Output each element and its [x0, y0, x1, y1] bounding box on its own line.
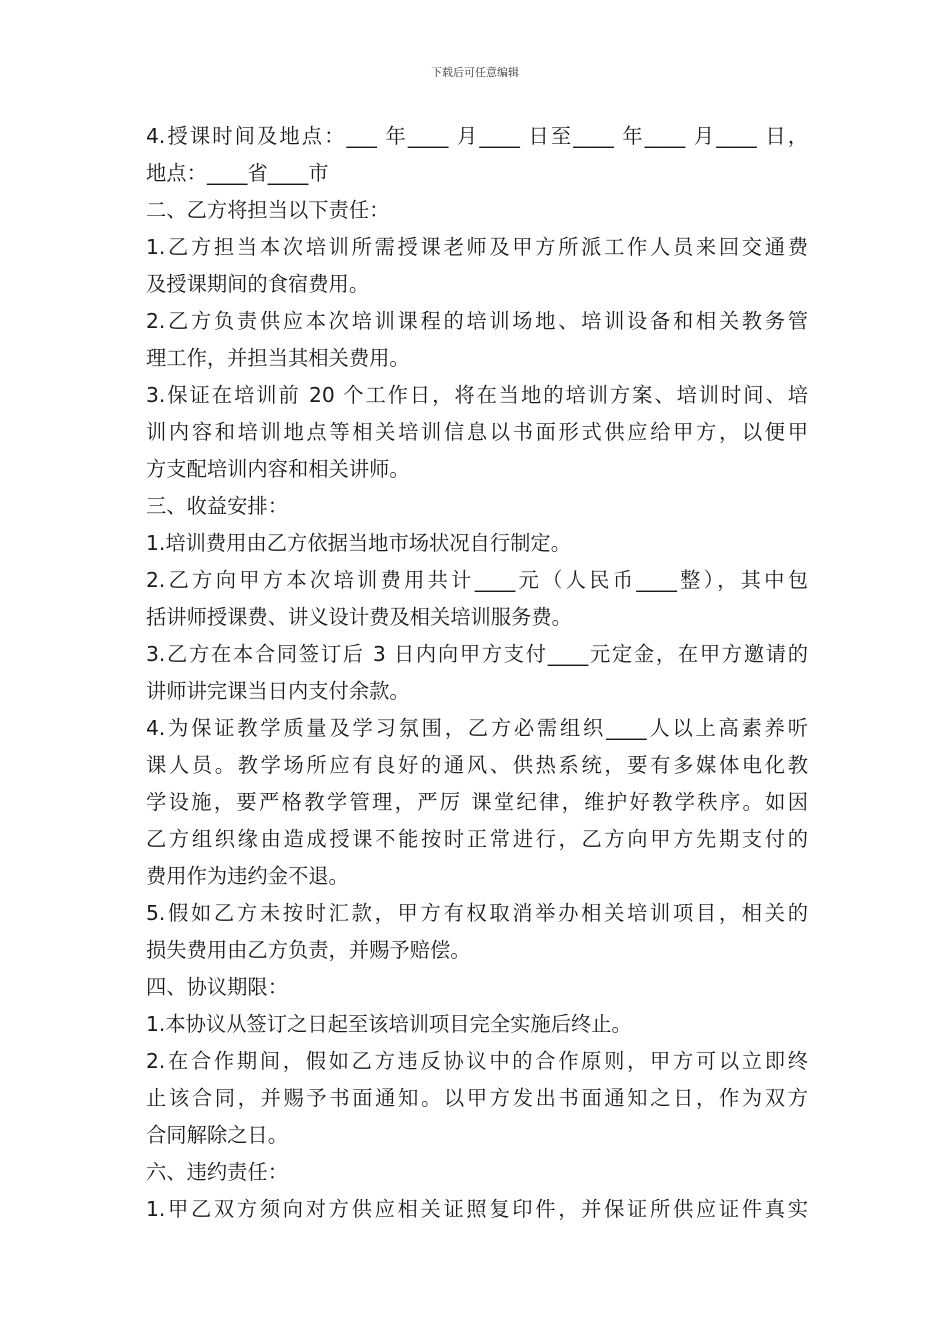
text-line: 训内容和培训地点等相关培训信息以书面形式供应给甲方，以便甲 [146, 420, 808, 444]
page-header: 下载后可任意编辑 [431, 66, 519, 79]
text-line: 1.本协议从签订之日起至该培训项目完全实施后终止。 [146, 1012, 632, 1036]
text-line: 四、协议期限： [146, 975, 288, 999]
text-line: 合同解除之日。 [146, 1123, 288, 1147]
text-line: 费用作为违约金不退。 [146, 864, 349, 888]
text-line: 1.甲乙双方须向对方供应相关证照复印件，并保证所供应证件真实 [146, 1197, 808, 1221]
document-body [146, 118, 808, 1228]
text-line: 5.假如乙方未按时汇款，甲方有权取消举办相关培训项目，相关的 [146, 901, 808, 925]
text-line: 二、乙方将担当以下责任： [146, 198, 390, 222]
text-line: 括讲师授课费、讲义设计费及相关培训服务费。 [146, 605, 572, 629]
text-line: 3.保证在培训前 20 个工作日，将在当地的培训方案、培训时间、培 [146, 383, 808, 407]
text-line: 理工作，并担当其相关费用。 [146, 346, 410, 370]
text-line: 2.乙方向甲方本次培训费用共计____元（人民币____整），其中包 [146, 568, 808, 592]
text-line: 3.乙方在本合同签订后 3 日内向甲方支付____元定金，在甲方邀请的 [146, 642, 808, 666]
text-line: 课人员。教学场所应有良好的通风、供热系统，要有多媒体电化教 [146, 753, 808, 777]
text-line: 损失费用由乙方负责，并赐予赔偿。 [146, 938, 471, 962]
text-line: 学设施，要严格教学管理，严厉 课堂纪律，维护好教学秩序。如因 [146, 790, 808, 814]
text-line: 4.为保证教学质量及学习氛围，乙方必需组织____人以上高素养听 [146, 716, 808, 740]
text-line: 止该合同，并赐予书面通知。以甲方发出书面通知之日，作为双方 [146, 1086, 808, 1110]
text-line: 1.培训费用由乙方依据当地市场状况自行制定。 [146, 531, 571, 555]
text-line: 地点：____省____市 [146, 161, 329, 185]
text-line: 六、违约责任： [146, 1160, 288, 1184]
text-line: 及授课期间的食宿费用。 [146, 272, 370, 296]
text-line: 三、收益安排： [146, 494, 288, 518]
text-line: 讲师讲完课当日内支付余款。 [146, 679, 410, 703]
text-line: 2.乙方负责供应本次培训课程的培训场地、培训设备和相关教务管 [146, 309, 808, 333]
text-line: 1.乙方担当本次培训所需授课老师及甲方所派工作人员来回交通费 [146, 235, 808, 259]
text-line: 方支配培训内容和相关讲师。 [146, 457, 410, 481]
text-line: 乙方组织缘由造成授课不能按时正常进行，乙方向甲方先期支付的 [146, 827, 808, 851]
text-line: 2.在合作期间，假如乙方违反协议中的合作原则，甲方可以立即终 [146, 1049, 808, 1073]
text-line: 4.授课时间及地点：___ 年____ 月____ 日至____ 年____ 月____ 日， [146, 124, 808, 148]
